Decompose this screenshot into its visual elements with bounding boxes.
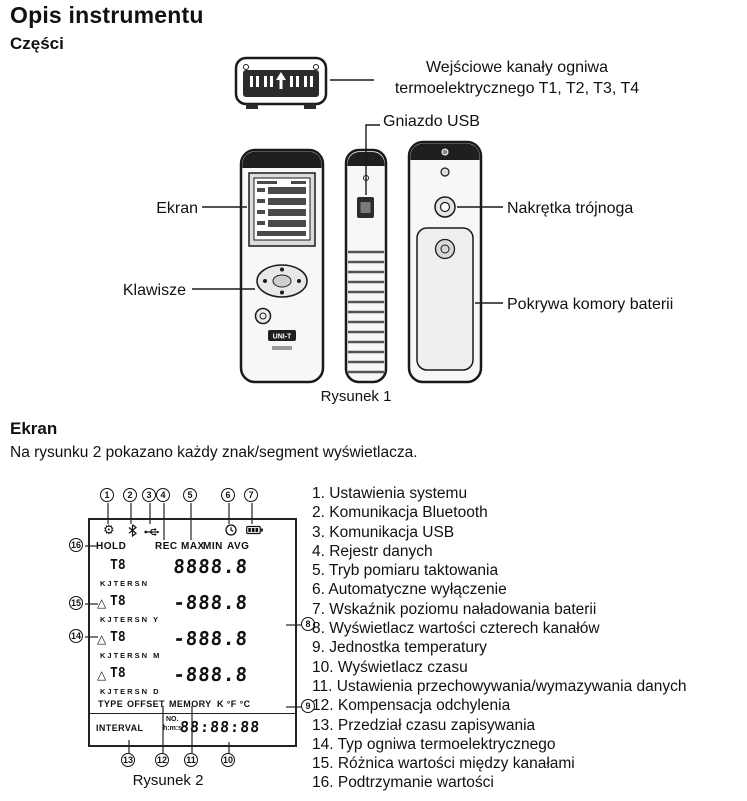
keypad (257, 265, 307, 297)
offset-indicator: OFFSET (127, 699, 165, 709)
thermocouple-types: KJTERSN (100, 579, 150, 588)
list-item-5: 5. Tryb pomiaru taktowania (312, 562, 499, 580)
callout-circle-14: 14 (70, 631, 81, 641)
page-title: Opis instrumentu (10, 2, 204, 28)
callout-circle-8: 8 (301, 617, 315, 631)
list-item-6: 6. Automatyczne wyłączenie (312, 581, 507, 599)
thermocouple-types: KJTERSN D (100, 687, 161, 696)
channel-id: T8 (110, 594, 126, 609)
max-indicator: MAX (181, 541, 205, 552)
callout-circle-13: 13 (122, 755, 133, 765)
screen-intro: Na rysunku 2 pokazano każdy znak/segment wyświetlacza. (10, 444, 418, 461)
tripod-nut (435, 197, 455, 217)
no-label: NO. (166, 716, 179, 723)
callout-circle-12: 12 (156, 755, 167, 765)
interval-indicator: INTERVAL (96, 723, 144, 733)
memory-indicator: MEMORY (169, 699, 212, 709)
callout-circle-16: 16 (70, 540, 81, 550)
gear-icon: ⚙ (103, 522, 115, 537)
legend-list (312, 484, 742, 793)
channel-id: T8 (110, 630, 126, 645)
channel-id: T8 (110, 558, 126, 573)
label-battery-cover: Pokrywa komory baterii (507, 296, 674, 313)
delta-symbol: △ (97, 668, 107, 682)
callout-circle-4: 4 (156, 488, 170, 502)
list-item-12: 12. Kompensacja odchylenia (312, 697, 511, 715)
device-back-view (409, 142, 481, 382)
list-item-11: 11. Ustawienia przechowywania/wymazywania danych (312, 677, 687, 695)
callout-circle-1: 1 (100, 488, 114, 502)
callout-circle-15: 15 (70, 598, 81, 608)
callout-circle-3: 3 (142, 488, 156, 502)
channel-id: T8 (110, 666, 126, 681)
parts-heading: Części (10, 34, 64, 53)
rec-indicator: REC (155, 541, 178, 552)
list-item-7: 7. Wskaźnik poziomu naładowania baterii (312, 600, 597, 618)
list-item-1: 1. Ustawienia systemu (312, 485, 468, 502)
usb-port (357, 197, 374, 218)
callout-circle-6: 6 (221, 488, 235, 502)
type-indicator: TYPE (98, 699, 124, 709)
brand-logo-text: UNI-T (272, 333, 292, 341)
hms-label: h:m:s (163, 725, 183, 732)
label-usb-socket: Gniazdo USB (383, 113, 480, 130)
time-display: 88:88:88 (179, 718, 261, 736)
label-tripod-nut: Nakrętka trójnoga (507, 200, 634, 217)
figure-2-callout-lines (0, 480, 340, 790)
list-item-10: 10. Wyświetlacz czasu (312, 658, 468, 676)
callout-circle-11: 11 (184, 753, 198, 767)
thermo-input-panel (236, 58, 326, 109)
callout-circle-5: 5 (183, 488, 197, 502)
figure-1-caption: Rysunek 1 (320, 388, 392, 405)
list-item-4: 4. Rejestr danych (312, 542, 433, 560)
channel-value: -888.8 (172, 592, 249, 614)
channel-value: -888.8 (172, 664, 249, 686)
label-screen: Ekran (156, 200, 198, 217)
callout-circle-9: 9 (301, 699, 315, 713)
list-item-9: 9. Jednostka temperatury (312, 639, 487, 657)
channel-value: -888.8 (172, 628, 249, 650)
temperature-units: K °F °C (217, 699, 251, 709)
delta-symbol: △ (97, 632, 107, 646)
list-item-13: 13. Przedział czasu zapisywania (312, 716, 536, 734)
battery-cover (417, 228, 473, 370)
list-item-15: 15. Różnica wartości między kanałami (312, 755, 575, 773)
channel-value: 8888.8 (172, 556, 249, 578)
power-button (256, 309, 271, 324)
screen-heading: Ekran (10, 419, 58, 438)
avg-indicator: AVG (227, 541, 250, 552)
delta-symbol: △ (97, 596, 107, 610)
list-item-8: 8. Wyświetlacz wartości czterech kanałów (312, 620, 600, 638)
list-item-2: 2. Komunikacja Bluetooth (312, 504, 488, 522)
callout-circle-10: 10 (222, 755, 233, 765)
list-item-14: 14. Typ ogniwa termoelektrycznego (312, 735, 556, 753)
hold-indicator: HOLD (96, 541, 127, 552)
figure-2-caption: Rysunek 2 (132, 772, 204, 789)
device-front-view (241, 150, 323, 382)
callout-circle-2: 2 (123, 488, 137, 502)
callout-circle-7: 7 (244, 488, 258, 502)
label-thermo-inputs: Wejściowe kanały ogniwa termoelektrycznego T1, T2, T3, T4 (394, 59, 640, 97)
min-indicator: MIN (203, 541, 223, 552)
label-keys: Klawisze (122, 282, 186, 299)
thermocouple-types: KJTERSN Y (100, 615, 160, 624)
thermocouple-types: KJTERSN M (100, 651, 162, 660)
list-item-3: 3. Komunikacja USB (312, 523, 455, 541)
list-item-16: 16. Podtrzymanie wartości (312, 774, 494, 792)
